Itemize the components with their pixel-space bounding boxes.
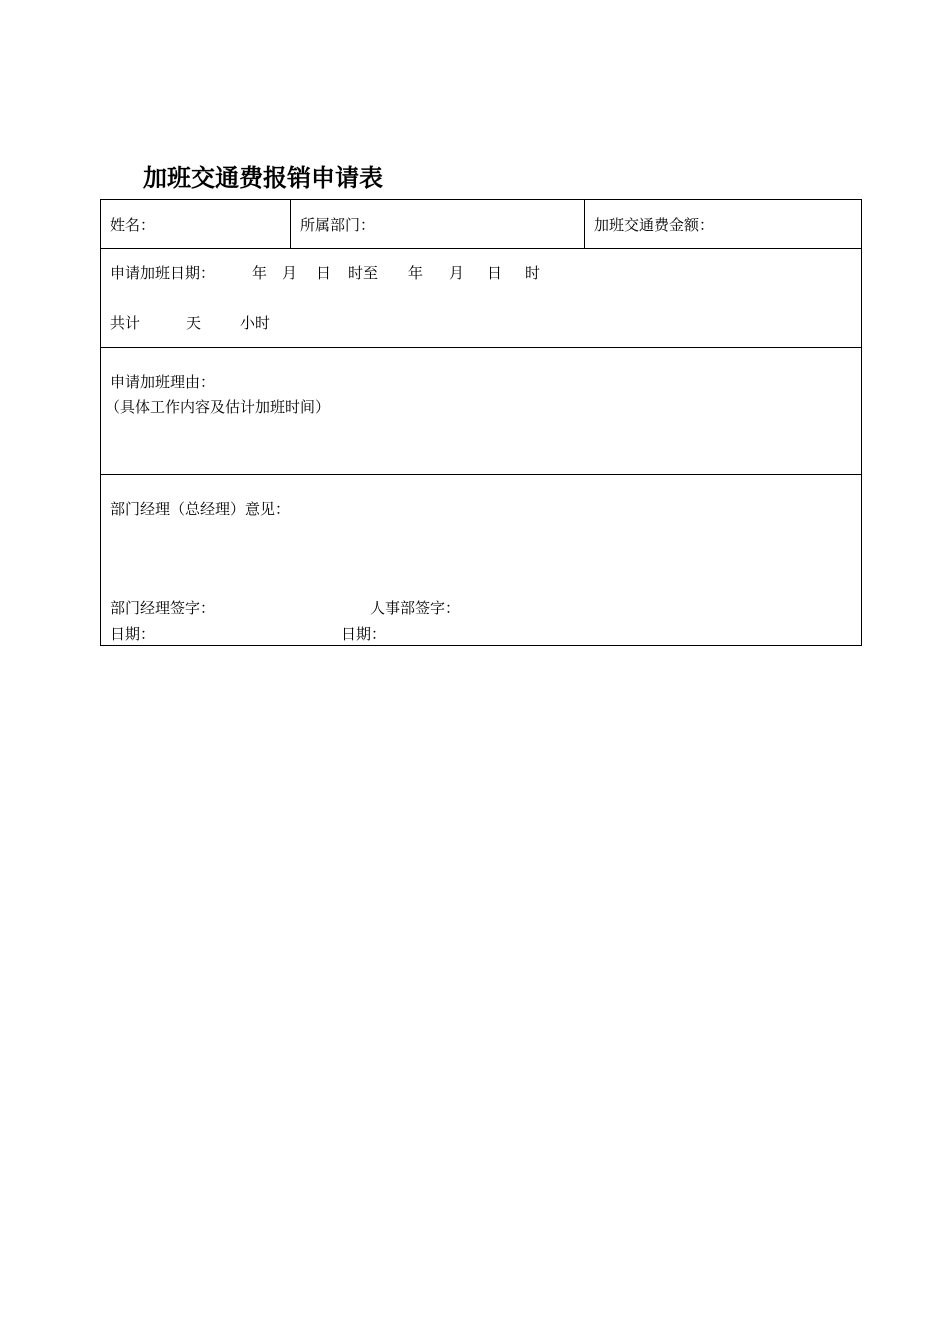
end-month-unit: 月 [449, 264, 465, 282]
start-month-unit: 月 [282, 264, 298, 282]
form-title: 加班交通费报销申请表 [143, 164, 383, 192]
row-divider [101, 474, 861, 475]
end-hour-unit: 时 [525, 264, 541, 282]
manager-date-label: 日期： [110, 625, 156, 643]
start-year-unit: 年 [252, 264, 268, 282]
overtime-reason-label: 申请加班理由： [110, 373, 216, 391]
start-day-unit: 日 [316, 264, 332, 282]
overtime-reason-hint: （具体工作内容及估计加班时间） [105, 398, 331, 416]
start-hour-to-unit: 时至 [348, 264, 379, 282]
hr-date-label: 日期： [341, 625, 387, 643]
hr-signature-label: 人事部签字： [370, 599, 461, 617]
application-form-table [100, 199, 862, 646]
row-divider [101, 347, 861, 348]
manager-signature-label: 部门经理签字： [110, 599, 216, 617]
total-label: 共计 [110, 314, 141, 332]
manager-opinion-label: 部门经理（总经理）意见： [110, 500, 291, 518]
row-divider [101, 248, 861, 249]
department-field-label[interactable]: 所属部门： [300, 216, 376, 234]
days-unit: 天 [186, 314, 202, 332]
end-year-unit: 年 [408, 264, 424, 282]
overtime-date-label: 申请加班日期： [110, 264, 216, 282]
column-divider [584, 200, 585, 248]
column-divider [290, 200, 291, 248]
name-field-label[interactable]: 姓名： [110, 216, 156, 234]
transport-amount-field-label[interactable]: 加班交通费金额： [594, 216, 715, 234]
end-day-unit: 日 [487, 264, 503, 282]
hours-unit: 小时 [240, 314, 271, 332]
